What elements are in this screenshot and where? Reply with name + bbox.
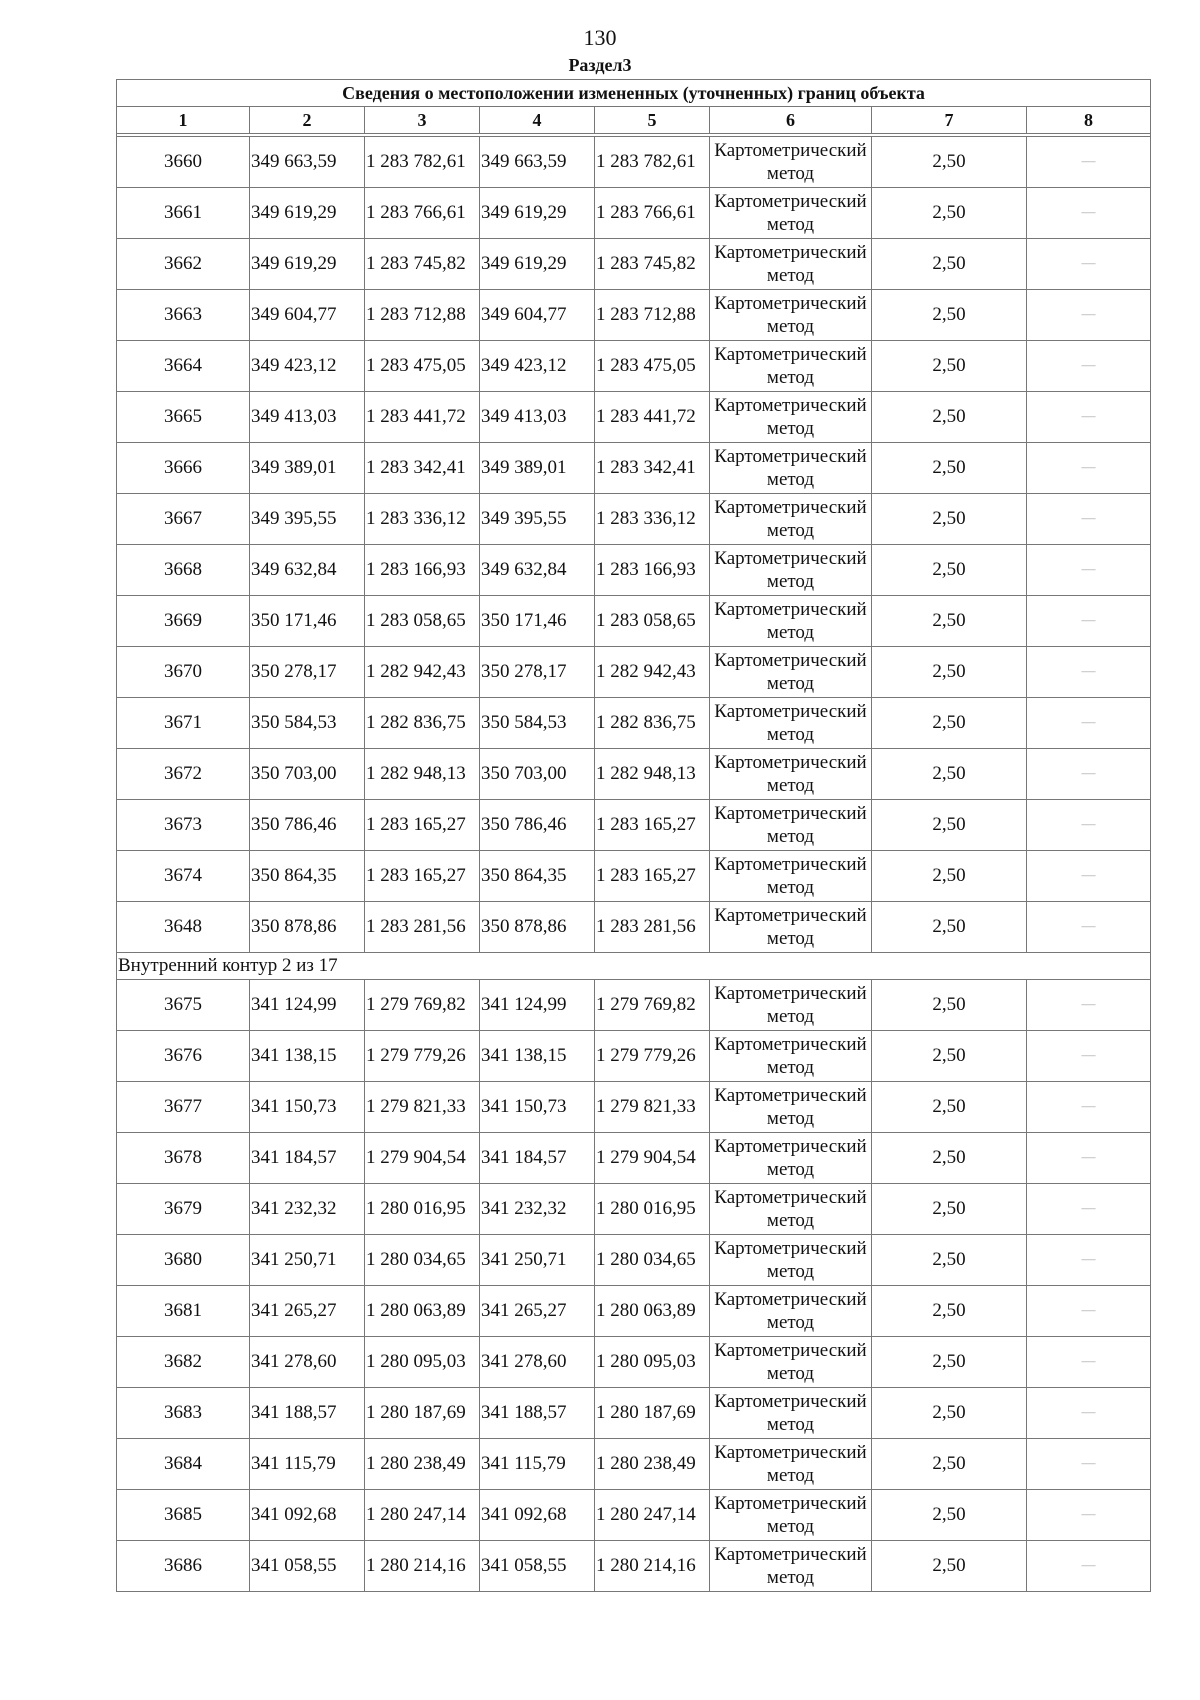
column-number-2: 2 [250, 107, 365, 134]
x-old-cell: 349 619,29 [250, 188, 365, 239]
description-cell: — [1027, 1337, 1151, 1388]
table-row [117, 1388, 1151, 1439]
column-number-6: 6 [710, 107, 872, 134]
x-old-cell: 349 389,01 [250, 443, 365, 494]
description-cell: — [1027, 902, 1151, 953]
accuracy-cell: 2,50 [872, 188, 1027, 239]
description-cell: — [1027, 290, 1151, 341]
x-new-cell: 349 619,29 [480, 239, 595, 290]
description-cell: — [1027, 1490, 1151, 1541]
description-cell: — [1027, 1031, 1151, 1082]
x-old-cell: 350 786,46 [250, 800, 365, 851]
y-new-cell: 1 283 475,05 [595, 341, 710, 392]
method-cell: Картометрический метод [710, 545, 872, 596]
table-row [117, 290, 1151, 341]
x-new-cell: 349 423,12 [480, 341, 595, 392]
x-old-cell: 341 184,57 [250, 1133, 365, 1184]
x-new-cell: 349 604,77 [480, 290, 595, 341]
accuracy-cell: 2,50 [872, 1082, 1027, 1133]
description-cell: — [1027, 1388, 1151, 1439]
x-old-cell: 349 413,03 [250, 392, 365, 443]
column-number-4: 4 [480, 107, 595, 134]
y-new-cell: 1 280 247,14 [595, 1490, 710, 1541]
accuracy-cell: 2,50 [872, 1133, 1027, 1184]
y-new-cell: 1 279 769,82 [595, 980, 710, 1031]
y-new-cell: 1 280 238,49 [595, 1439, 710, 1490]
method-cell: Картометрический метод [710, 647, 872, 698]
point-number-cell: 3679 [117, 1184, 250, 1235]
accuracy-cell: 2,50 [872, 1388, 1027, 1439]
accuracy-cell: 2,50 [872, 392, 1027, 443]
x-new-cell: 350 703,00 [480, 749, 595, 800]
table-row [117, 188, 1151, 239]
description-cell: — [1027, 800, 1151, 851]
section-title: Раздел3 [568, 55, 632, 75]
point-number-cell: 3674 [117, 851, 250, 902]
x-new-cell: 349 619,29 [480, 188, 595, 239]
x-new-cell: 341 092,68 [480, 1490, 595, 1541]
y-new-cell: 1 280 016,95 [595, 1184, 710, 1235]
table-row [117, 851, 1151, 902]
y-old-cell: 1 283 336,12 [365, 494, 480, 545]
description-cell: — [1027, 1133, 1151, 1184]
y-old-cell: 1 282 836,75 [365, 698, 480, 749]
point-number-cell: 3680 [117, 1235, 250, 1286]
table-row [117, 647, 1151, 698]
y-old-cell: 1 280 016,95 [365, 1184, 480, 1235]
point-number-cell: 3662 [117, 239, 250, 290]
method-cell: Картометрический метод [710, 1031, 872, 1082]
x-new-cell: 349 663,59 [480, 137, 595, 188]
method-cell: Картометрический метод [710, 239, 872, 290]
accuracy-cell: 2,50 [872, 902, 1027, 953]
y-old-cell: 1 283 782,61 [365, 137, 480, 188]
description-cell: — [1027, 188, 1151, 239]
y-new-cell: 1 280 187,69 [595, 1388, 710, 1439]
x-old-cell: 350 171,46 [250, 596, 365, 647]
method-cell: Картометрический метод [710, 188, 872, 239]
column-number-8: 8 [1027, 107, 1151, 134]
x-old-cell: 341 092,68 [250, 1490, 365, 1541]
y-old-cell: 1 279 821,33 [365, 1082, 480, 1133]
x-new-cell: 349 389,01 [480, 443, 595, 494]
y-old-cell: 1 280 247,14 [365, 1490, 480, 1541]
accuracy-cell: 2,50 [872, 137, 1027, 188]
y-new-cell: 1 279 904,54 [595, 1133, 710, 1184]
accuracy-cell: 2,50 [872, 800, 1027, 851]
point-number-cell: 3661 [117, 188, 250, 239]
table-row [117, 1337, 1151, 1388]
x-new-cell: 349 632,84 [480, 545, 595, 596]
table-row [117, 800, 1151, 851]
table-row [117, 443, 1151, 494]
description-cell: — [1027, 494, 1151, 545]
y-new-cell: 1 280 034,65 [595, 1235, 710, 1286]
x-new-cell: 341 232,32 [480, 1184, 595, 1235]
point-number-cell: 3686 [117, 1541, 250, 1592]
y-old-cell: 1 280 214,16 [365, 1541, 480, 1592]
method-cell: Картометрический метод [710, 392, 872, 443]
point-number-cell: 3672 [117, 749, 250, 800]
point-number-cell: 3671 [117, 698, 250, 749]
y-new-cell: 1 279 821,33 [595, 1082, 710, 1133]
table-row [117, 494, 1151, 545]
x-new-cell: 341 115,79 [480, 1439, 595, 1490]
y-old-cell: 1 283 165,27 [365, 851, 480, 902]
table-row [117, 596, 1151, 647]
x-new-cell: 349 395,55 [480, 494, 595, 545]
description-cell: — [1027, 1082, 1151, 1133]
x-new-cell: 341 124,99 [480, 980, 595, 1031]
table-title: Сведения о местоположении измененных (уточненных) границ объекта [117, 80, 1151, 107]
x-old-cell: 350 278,17 [250, 647, 365, 698]
page-number: 130 [583, 25, 617, 50]
x-new-cell: 350 864,35 [480, 851, 595, 902]
y-new-cell: 1 279 779,26 [595, 1031, 710, 1082]
method-cell: Картометрический метод [710, 1337, 872, 1388]
accuracy-cell: 2,50 [872, 596, 1027, 647]
method-cell: Картометрический метод [710, 1235, 872, 1286]
x-old-cell: 341 138,15 [250, 1031, 365, 1082]
description-cell: — [1027, 851, 1151, 902]
method-cell: Картометрический метод [710, 1082, 872, 1133]
x-new-cell: 350 171,46 [480, 596, 595, 647]
x-old-cell: 341 188,57 [250, 1388, 365, 1439]
method-cell: Картометрический метод [710, 1541, 872, 1592]
x-old-cell: 341 124,99 [250, 980, 365, 1031]
table-row [117, 392, 1151, 443]
x-new-cell: 341 250,71 [480, 1235, 595, 1286]
y-new-cell: 1 283 058,65 [595, 596, 710, 647]
x-new-cell: 341 278,60 [480, 1337, 595, 1388]
y-new-cell: 1 283 336,12 [595, 494, 710, 545]
y-new-cell: 1 283 745,82 [595, 239, 710, 290]
point-number-cell: 3682 [117, 1337, 250, 1388]
table-row [117, 1184, 1151, 1235]
method-cell: Картометрический метод [710, 1490, 872, 1541]
table-row [117, 1082, 1151, 1133]
table-row [117, 1133, 1151, 1184]
point-number-cell: 3683 [117, 1388, 250, 1439]
point-number-cell: 3665 [117, 392, 250, 443]
x-new-cell: 341 138,15 [480, 1031, 595, 1082]
accuracy-cell: 2,50 [872, 1439, 1027, 1490]
accuracy-cell: 2,50 [872, 1541, 1027, 1592]
description-cell: — [1027, 443, 1151, 494]
x-old-cell: 341 150,73 [250, 1082, 365, 1133]
x-old-cell: 341 250,71 [250, 1235, 365, 1286]
column-number-5: 5 [595, 107, 710, 134]
x-old-cell: 349 423,12 [250, 341, 365, 392]
method-cell: Картометрический метод [710, 749, 872, 800]
x-new-cell: 349 413,03 [480, 392, 595, 443]
y-new-cell: 1 280 214,16 [595, 1541, 710, 1592]
table-row [117, 137, 1151, 188]
y-old-cell: 1 283 342,41 [365, 443, 480, 494]
point-number-cell: 3670 [117, 647, 250, 698]
accuracy-cell: 2,50 [872, 1286, 1027, 1337]
point-number-cell: 3677 [117, 1082, 250, 1133]
description-cell: — [1027, 749, 1151, 800]
method-cell: Картометрический метод [710, 800, 872, 851]
x-old-cell: 350 584,53 [250, 698, 365, 749]
point-number-cell: 3678 [117, 1133, 250, 1184]
accuracy-cell: 2,50 [872, 239, 1027, 290]
y-old-cell: 1 283 281,56 [365, 902, 480, 953]
x-old-cell: 349 604,77 [250, 290, 365, 341]
y-old-cell: 1 283 475,05 [365, 341, 480, 392]
y-old-cell: 1 283 712,88 [365, 290, 480, 341]
accuracy-cell: 2,50 [872, 341, 1027, 392]
description-cell: — [1027, 1286, 1151, 1337]
x-old-cell: 341 265,27 [250, 1286, 365, 1337]
x-old-cell: 350 703,00 [250, 749, 365, 800]
y-old-cell: 1 283 441,72 [365, 392, 480, 443]
y-old-cell: 1 280 238,49 [365, 1439, 480, 1490]
table-row [117, 1286, 1151, 1337]
method-cell: Картометрический метод [710, 494, 872, 545]
x-new-cell: 341 188,57 [480, 1388, 595, 1439]
accuracy-cell: 2,50 [872, 749, 1027, 800]
point-number-cell: 3676 [117, 1031, 250, 1082]
contour-label: Внутренний контур 2 из 17 [117, 953, 1151, 980]
description-cell: — [1027, 1235, 1151, 1286]
description-cell: — [1027, 1541, 1151, 1592]
table-row [117, 1490, 1151, 1541]
y-old-cell: 1 280 187,69 [365, 1388, 480, 1439]
method-cell: Картометрический метод [710, 341, 872, 392]
y-new-cell: 1 282 836,75 [595, 698, 710, 749]
column-numbers-row [117, 107, 1151, 134]
accuracy-cell: 2,50 [872, 1184, 1027, 1235]
description-cell: — [1027, 1439, 1151, 1490]
table-row [117, 902, 1151, 953]
coordinates-table [116, 79, 1151, 1592]
method-cell: Картометрический метод [710, 137, 872, 188]
x-old-cell: 349 632,84 [250, 545, 365, 596]
y-new-cell: 1 283 342,41 [595, 443, 710, 494]
accuracy-cell: 2,50 [872, 698, 1027, 749]
point-number-cell: 3685 [117, 1490, 250, 1541]
y-new-cell: 1 283 766,61 [595, 188, 710, 239]
x-new-cell: 350 278,17 [480, 647, 595, 698]
y-old-cell: 1 279 769,82 [365, 980, 480, 1031]
x-new-cell: 341 265,27 [480, 1286, 595, 1337]
description-cell: — [1027, 392, 1151, 443]
x-old-cell: 341 232,32 [250, 1184, 365, 1235]
y-new-cell: 1 283 782,61 [595, 137, 710, 188]
method-cell: Картометрический метод [710, 290, 872, 341]
table-row [117, 1439, 1151, 1490]
x-old-cell: 350 864,35 [250, 851, 365, 902]
x-new-cell: 350 878,86 [480, 902, 595, 953]
table-row [117, 1235, 1151, 1286]
method-cell: Картометрический метод [710, 902, 872, 953]
y-new-cell: 1 283 441,72 [595, 392, 710, 443]
accuracy-cell: 2,50 [872, 494, 1027, 545]
x-old-cell: 350 878,86 [250, 902, 365, 953]
point-number-cell: 3667 [117, 494, 250, 545]
accuracy-cell: 2,50 [872, 1490, 1027, 1541]
description-cell: — [1027, 596, 1151, 647]
point-number-cell: 3648 [117, 902, 250, 953]
x-old-cell: 341 115,79 [250, 1439, 365, 1490]
table-row [117, 1031, 1151, 1082]
y-new-cell: 1 283 166,93 [595, 545, 710, 596]
point-number-cell: 3663 [117, 290, 250, 341]
point-number-cell: 3660 [117, 137, 250, 188]
point-number-cell: 3681 [117, 1286, 250, 1337]
y-new-cell: 1 280 095,03 [595, 1337, 710, 1388]
x-new-cell: 350 786,46 [480, 800, 595, 851]
method-cell: Картометрический метод [710, 851, 872, 902]
column-number-1: 1 [117, 107, 250, 134]
accuracy-cell: 2,50 [872, 1235, 1027, 1286]
x-new-cell: 341 150,73 [480, 1082, 595, 1133]
x-old-cell: 349 619,29 [250, 239, 365, 290]
table-row [117, 980, 1151, 1031]
table-row [117, 239, 1151, 290]
y-old-cell: 1 283 058,65 [365, 596, 480, 647]
column-number-7: 7 [872, 107, 1027, 134]
y-old-cell: 1 282 942,43 [365, 647, 480, 698]
method-cell: Картометрический метод [710, 1439, 872, 1490]
x-new-cell: 341 058,55 [480, 1541, 595, 1592]
x-new-cell: 341 184,57 [480, 1133, 595, 1184]
method-cell: Картометрический метод [710, 1388, 872, 1439]
x-old-cell: 349 663,59 [250, 137, 365, 188]
method-cell: Картометрический метод [710, 443, 872, 494]
method-cell: Картометрический метод [710, 1133, 872, 1184]
accuracy-cell: 2,50 [872, 851, 1027, 902]
y-old-cell: 1 283 166,93 [365, 545, 480, 596]
y-old-cell: 1 283 165,27 [365, 800, 480, 851]
y-new-cell: 1 280 063,89 [595, 1286, 710, 1337]
y-old-cell: 1 279 904,54 [365, 1133, 480, 1184]
point-number-cell: 3664 [117, 341, 250, 392]
accuracy-cell: 2,50 [872, 980, 1027, 1031]
description-cell: — [1027, 698, 1151, 749]
contour-row [117, 953, 1151, 980]
method-cell: Картометрический метод [710, 698, 872, 749]
table-row [117, 698, 1151, 749]
point-number-cell: 3669 [117, 596, 250, 647]
description-cell: — [1027, 137, 1151, 188]
point-number-cell: 3675 [117, 980, 250, 1031]
point-number-cell: 3673 [117, 800, 250, 851]
method-cell: Картометрический метод [710, 980, 872, 1031]
table-row [117, 1541, 1151, 1592]
table-row [117, 341, 1151, 392]
description-cell: — [1027, 647, 1151, 698]
description-cell: — [1027, 980, 1151, 1031]
accuracy-cell: 2,50 [872, 1031, 1027, 1082]
y-new-cell: 1 282 948,13 [595, 749, 710, 800]
table-row [117, 545, 1151, 596]
x-old-cell: 341 058,55 [250, 1541, 365, 1592]
accuracy-cell: 2,50 [872, 290, 1027, 341]
y-old-cell: 1 280 095,03 [365, 1337, 480, 1388]
accuracy-cell: 2,50 [872, 1337, 1027, 1388]
point-number-cell: 3684 [117, 1439, 250, 1490]
method-cell: Картометрический метод [710, 1286, 872, 1337]
column-number-3: 3 [365, 107, 480, 134]
x-old-cell: 349 395,55 [250, 494, 365, 545]
accuracy-cell: 2,50 [872, 443, 1027, 494]
y-new-cell: 1 282 942,43 [595, 647, 710, 698]
x-new-cell: 350 584,53 [480, 698, 595, 749]
method-cell: Картометрический метод [710, 1184, 872, 1235]
description-cell: — [1027, 1184, 1151, 1235]
y-new-cell: 1 283 712,88 [595, 290, 710, 341]
y-old-cell: 1 280 034,65 [365, 1235, 480, 1286]
y-new-cell: 1 283 165,27 [595, 851, 710, 902]
y-old-cell: 1 282 948,13 [365, 749, 480, 800]
x-old-cell: 341 278,60 [250, 1337, 365, 1388]
y-old-cell: 1 280 063,89 [365, 1286, 480, 1337]
point-number-cell: 3666 [117, 443, 250, 494]
accuracy-cell: 2,50 [872, 545, 1027, 596]
y-old-cell: 1 283 745,82 [365, 239, 480, 290]
y-old-cell: 1 283 766,61 [365, 188, 480, 239]
description-cell: — [1027, 341, 1151, 392]
y-old-cell: 1 279 779,26 [365, 1031, 480, 1082]
description-cell: — [1027, 545, 1151, 596]
description-cell: — [1027, 239, 1151, 290]
accuracy-cell: 2,50 [872, 647, 1027, 698]
y-new-cell: 1 283 281,56 [595, 902, 710, 953]
y-new-cell: 1 283 165,27 [595, 800, 710, 851]
table-row [117, 749, 1151, 800]
method-cell: Картометрический метод [710, 596, 872, 647]
point-number-cell: 3668 [117, 545, 250, 596]
